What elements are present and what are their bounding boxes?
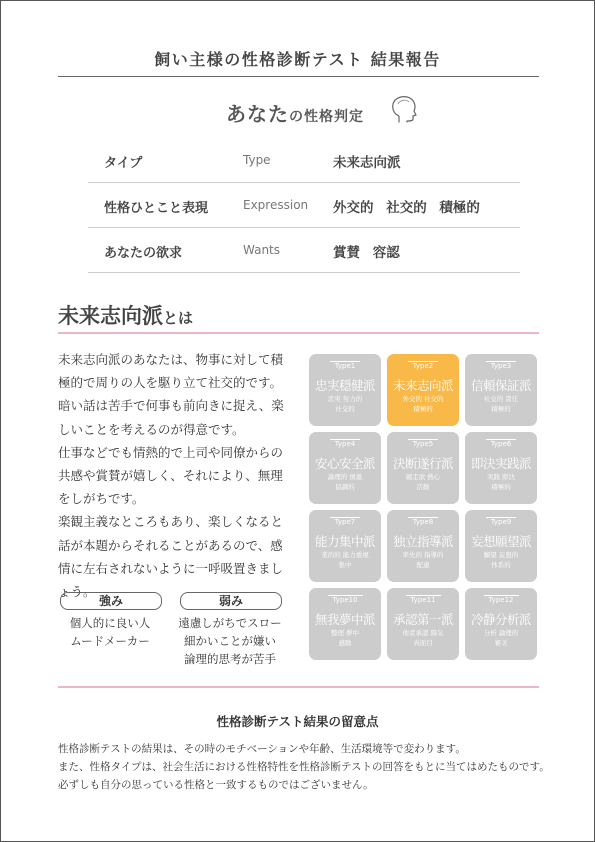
type-label: タイプ: [104, 156, 143, 171]
type-row: [88, 138, 520, 183]
judgement-heading: [226, 98, 364, 127]
type-card-8: [387, 510, 459, 582]
type-description: [58, 348, 292, 603]
notes-title: 性格診断テスト結果の留意点: [216, 714, 379, 729]
type-name: 無我夢中派: [314, 612, 375, 627]
description-paragraph: 暗い話は苦手で何事も前向きに捉え、楽しいことを考えるのが得意です。: [58, 398, 284, 437]
type-card-7: [309, 510, 381, 582]
weakness-item: 細かいことが嫌い: [184, 634, 276, 648]
type-name: 安心安全派: [314, 456, 375, 471]
type-name: 承認第一派: [392, 612, 453, 627]
type-keywords: 外交的 社交的 積極的: [402, 395, 444, 413]
type-keywords: 業的的 能力重視 集中: [321, 551, 369, 569]
type-name: 妄想願望派: [470, 534, 531, 549]
type-name: 決断遂行派: [392, 456, 453, 471]
type-number: Type6: [465, 440, 537, 448]
type-name: 独立指導派: [392, 534, 453, 549]
strengths-heading: 強み: [60, 592, 162, 610]
type-card-4: [309, 432, 381, 504]
strengths-list: [50, 614, 170, 650]
judgement-heading-sub: の性格判定: [289, 109, 364, 125]
strength-item: ムードメーカー: [70, 634, 150, 648]
type-keywords: 忠実 努力的 社交的: [327, 395, 363, 413]
type-number: Type1: [309, 362, 381, 370]
wants-value: 賞賛 容認: [333, 245, 400, 261]
type-name: 忠実穏健派: [314, 378, 375, 393]
type-number: Type4: [309, 440, 381, 448]
type-name: 即決実践派: [470, 456, 531, 471]
type-number: Type10: [309, 596, 381, 604]
type-number: Type2: [387, 362, 459, 370]
type-card-10: [309, 588, 381, 660]
head-profile-icon: [388, 94, 418, 124]
judgement-heading-main: あなた: [226, 102, 289, 126]
weakness-item: 遠慮しがちでスロー: [178, 616, 282, 630]
type-card-11: [387, 588, 459, 660]
type-keywords: 社交的 責任 積極的: [483, 395, 519, 413]
weaknesses-list: [170, 614, 290, 668]
type-number: Type9: [465, 518, 537, 526]
wants-label: あなたの欲求: [104, 246, 183, 261]
title-divider: [58, 76, 539, 77]
type-name: 冷静分析派: [470, 612, 531, 627]
strength-item: 個人的に良い人: [69, 616, 151, 630]
type-keywords: 実践 即決 積極的: [486, 473, 516, 491]
type-card-9: [465, 510, 537, 582]
document-title: 飼い主様の性格診断テスト 結果報告: [154, 50, 441, 69]
expression-label-en: Expression: [243, 198, 309, 212]
note-line: また、性格タイプは、社会生活における性格特性を性格診断テストの回答をもとに当てはめたものです。: [58, 761, 550, 773]
type-keywords: 率先的 指導的 配慮: [402, 551, 444, 569]
type-number: Type7: [309, 518, 381, 526]
type-card-3: [465, 354, 537, 426]
type-card-2: [387, 354, 459, 426]
type-card-5: [387, 432, 459, 504]
wants-label-en: Wants: [243, 243, 281, 257]
type-keywords: 他者承認 陽気 真面目: [402, 629, 444, 647]
type-keywords: 整理 夢中 感動: [330, 629, 360, 647]
note-line: 必ずしも自分の思っている性格と一致するものではございません。: [58, 779, 374, 791]
type-card-6: [465, 432, 537, 504]
type-number: Type3: [465, 362, 537, 370]
description-paragraph: 未来志向派のあなたは、物事に対して積極的で周りの人を駆り立て社交的です。: [58, 352, 284, 391]
type-keywords: 願望 妄想的 体系的: [483, 551, 519, 569]
weaknesses-heading: 弱み: [180, 592, 282, 610]
description-paragraph: 楽観主義なところもあり、楽しくなると話が本題からそれることがあるので、感情に左右されないように一呼吸置きましょう。: [58, 514, 284, 600]
type-keywords: 論理的 慎重 協調的: [327, 473, 363, 491]
type-name: 信頼保証派: [470, 378, 531, 393]
description-paragraph: 仕事などでも情熱的で上司や同僚からの共感や賞賛が嬉しく、それにより、無理をしがちです。: [58, 444, 284, 507]
section-heading-sub: とは: [163, 309, 194, 327]
type-card-12: [465, 588, 537, 660]
expression-label: 性格ひとこと表現: [104, 201, 209, 216]
type-keywords: 競走欲 熱心 活動: [405, 473, 441, 491]
wants-row: [88, 228, 520, 273]
section-heading-main: 未来志向派: [58, 304, 163, 328]
type-name: 未来志向派: [392, 378, 453, 393]
notes-divider: [58, 686, 539, 688]
type-number: Type12: [465, 596, 537, 604]
type-name: 能力集中派: [314, 534, 375, 549]
weakness-item: 論理的思考が苦手: [184, 652, 276, 666]
expression-row: [88, 183, 520, 228]
notes-body: [58, 740, 558, 794]
type-value: 未来志向派: [333, 155, 401, 171]
type-label-en: Type: [243, 153, 271, 167]
section-heading: [58, 300, 193, 330]
type-number: Type11: [387, 596, 459, 604]
type-card-1: [309, 354, 381, 426]
expression-value: 外交的 社交的 積極的: [333, 200, 480, 216]
section-divider: [58, 332, 539, 334]
type-keywords: 分析 論理的 審美: [483, 629, 519, 647]
type-number: Type5: [387, 440, 459, 448]
note-line: 性格診断テストの結果は、その時のモチベーションや年齢、生活環境等で変わります。: [58, 743, 466, 755]
type-number: Type8: [387, 518, 459, 526]
